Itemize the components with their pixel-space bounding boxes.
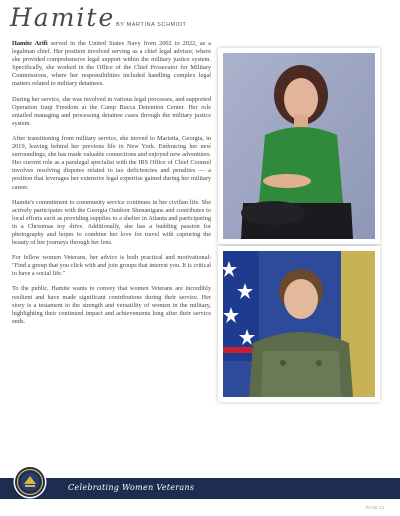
article-title: Hamite — [10, 3, 116, 32]
page-number: PAGE 13 — [365, 505, 384, 510]
article-header — [10, 3, 210, 33]
navy-seal-icon — [13, 465, 47, 499]
paragraph-6: To the public, Hamite wants to convey that women Veterans are incredibly resilient and have made significant contributions during their service. Her story is a testament to the strength and versatility of women in the military, highlighting their continued impact and achievements long after their service ends. — [12, 285, 211, 325]
paragraph-4: Hamite's commitment to community service continues in her civilian life. She actively participates with the Georgia Outdoor Shenanigans and contributes to local efforts such as providing supplies to a shelter in Atlanta and participating in a Christmas toy drive. Additionally, she has a budding passion for photography and hopes to combine her love for travel with capturing the beauty of her journeys through her lens. — [12, 198, 211, 247]
paragraph-1 — [12, 40, 211, 89]
paragraph-3: After transitioning from military service, she moved to Marietta, Georgia, in 2019, leaving behind her previous life in New York. Embracing her new surroundings, she has made valuable connections and enjoyed new adventures. Her current role as a paralegal specialist with the IRS Office of Chief Counsel involves resolving disputes related to tax deficiencies and penalties — a position that leverages her extensive legal expertise gained during her military career. — [12, 134, 211, 191]
paragraph-2: During her service, she was involved in various legal processes, and supported Operation Iraqi Freedom at the Camp Bucca Detention Center. Her role entailed managing and processing detainee cases through the military justice system. — [12, 95, 211, 127]
lead-name: Hamite Arifi — [12, 40, 48, 47]
paragraph-1-text: served in the United States Navy from 2002 to 2022, as a legalman chief. Her position involved serving as a chief legal advisor, where she provided comprehensive legal support within the military justice system. Specifically, she worked in the Office of the Chief Prosecutor for Military Commissions, where her responsibilities included handling complex legal matters related to military detainees. — [12, 40, 211, 88]
footer-tagline: Celebrating Women Veterans — [68, 483, 195, 492]
paragraph-5: For fellow women Veterans, her advice is both practical and motivational: "Find a group that you click with and join groups that interest you. It is critical to have a social life." — [12, 254, 211, 278]
article-body — [12, 40, 211, 333]
byline: BY MARTINA SCHMIDT — [116, 22, 187, 28]
portrait-uniform-image — [223, 251, 375, 397]
portrait-photo-uniform — [218, 246, 380, 402]
portrait-photo-civilian — [218, 48, 380, 244]
footer-band — [0, 478, 400, 499]
portrait-civilian-image — [223, 53, 375, 239]
